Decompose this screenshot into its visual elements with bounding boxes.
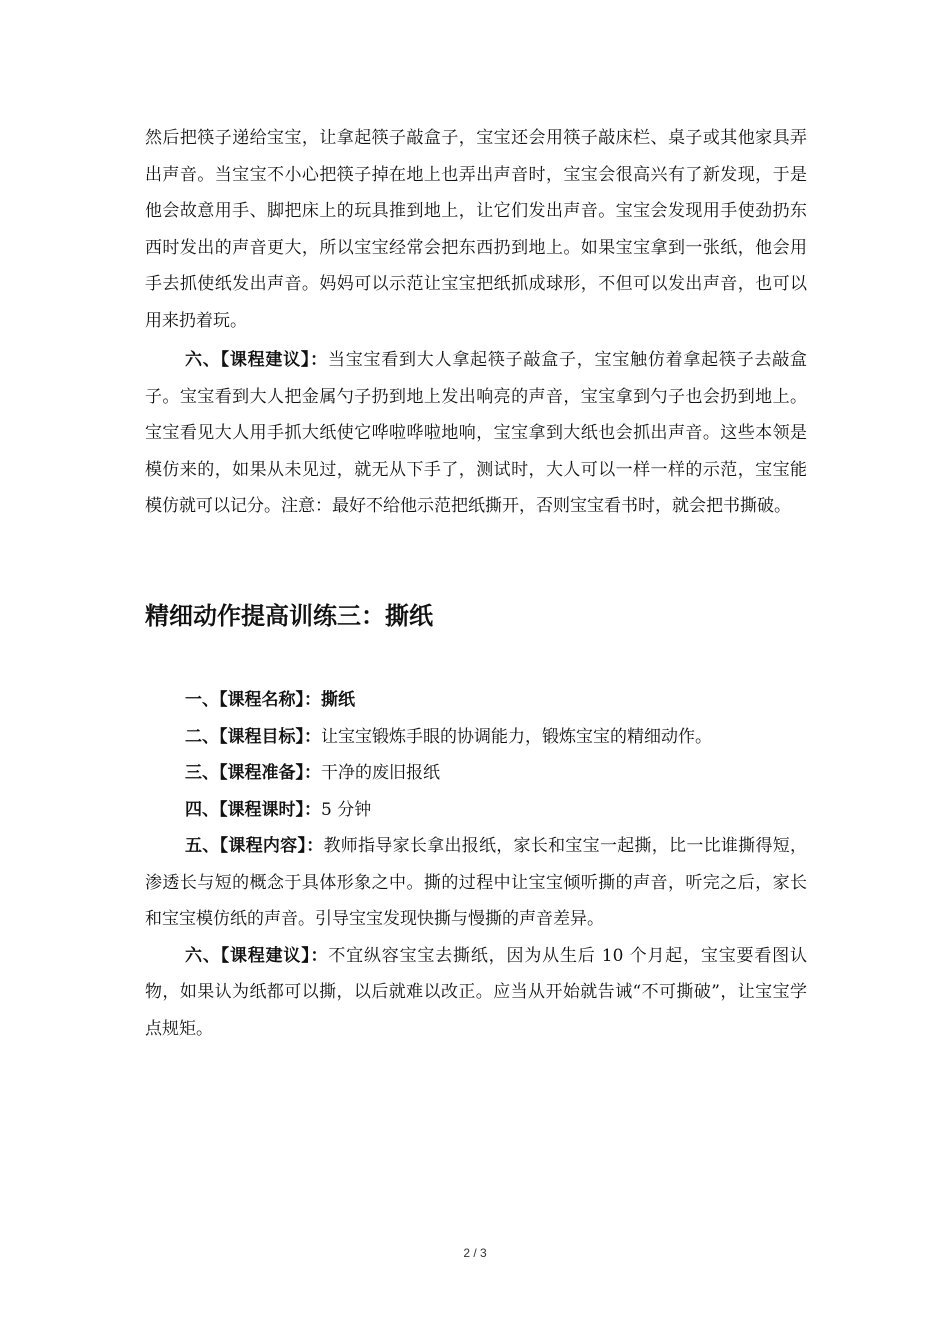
item-label: 二、【课程目标】：	[185, 726, 321, 747]
item-label: 三、【课程准备】：	[185, 763, 321, 783]
course-prep-item	[145, 755, 807, 792]
course-content-item	[145, 828, 807, 938]
item-text: 干净的废旧报纸	[321, 763, 440, 783]
prev-suggestion-text: 当宝宝看到大人拿起筷子敲盒子，宝宝触仿着拿起筷子去敲盒子。宝宝看到大人把金属勺子扔到地上发出响亮的声音，宝宝拿到勺子也会扔到地上。宝宝看见大人用手抓大纸使它哗啦哗啦地响，宝宝拿到大纸也会抓出声音。这些本领是模仿来的，如果从未见过，就无从下手了，测试时，大人可以一样一样的示范，宝宝能模仿就可以记分。注意：最好不给他示范把纸撕开，否则宝宝看书时，就会把书撕破。	[145, 350, 808, 516]
prev-suggestion-label: 六、【课程建议】：	[185, 350, 328, 370]
course-goal-item	[145, 719, 807, 756]
item-text: 撕纸	[321, 690, 355, 710]
item-label: 四、【课程课时】：	[185, 799, 321, 820]
paragraph-continuation: 然后把筷子递给宝宝，让拿起筷子敲盒子，宝宝还会用筷子敲床栏、桌子或其他家具弄出声音。当宝宝不小心把筷子掉在地上也弄出声音时，宝宝会很高兴有了新发现，于是他会故意用手、脚把床上的玩具推到地上，让它们发出声音。宝宝会发现用手使劲扔东西时发出的声音更大，所以宝宝经常会把东西扔到地上。如果宝宝拿到一张纸，他会用手去抓使纸发出声音。妈妈可以示范让宝宝把纸抓成球形，不但可以发出声音，也可以用来扔着玩。	[145, 128, 807, 331]
course-suggestion-item	[145, 938, 807, 1048]
course-items	[145, 682, 807, 1047]
item-text: 让宝宝锻炼手眼的协调能力，锻炼宝宝的精细动作。	[321, 726, 712, 747]
item-label: 五、【课程内容】：	[185, 836, 324, 856]
section-title: 精细动作提高训练三：撕纸	[145, 601, 433, 630]
item-label: 一、【课程名称】：	[185, 690, 321, 710]
item-text: 不宜纵容宝宝去撕纸，因为从生后 10 个月起，宝宝要看图认物，如果认为纸都可以撕，以后就难以改正。应当从开始就告诫“不可撕破”，让宝宝学点规矩。	[145, 945, 807, 1039]
course-duration-item	[145, 792, 807, 829]
course-name-item	[145, 682, 807, 719]
item-label: 六、【课程建议】：	[185, 945, 329, 966]
prev-suggestion-paragraph	[145, 342, 807, 525]
item-text: 教师指导家长拿出报纸，家长和宝宝一起撕，比一比谁撕得短，渗透长与短的概念于具体形象之中。撕的过程中让宝宝倾听撕的声音，听完之后，家长和宝宝模仿纸的声音。引导宝宝发现快撕与慢撕的声音差异。	[145, 836, 807, 929]
page-number: 2 / 3	[463, 1246, 487, 1260]
item-text: 5 分钟	[321, 799, 372, 820]
